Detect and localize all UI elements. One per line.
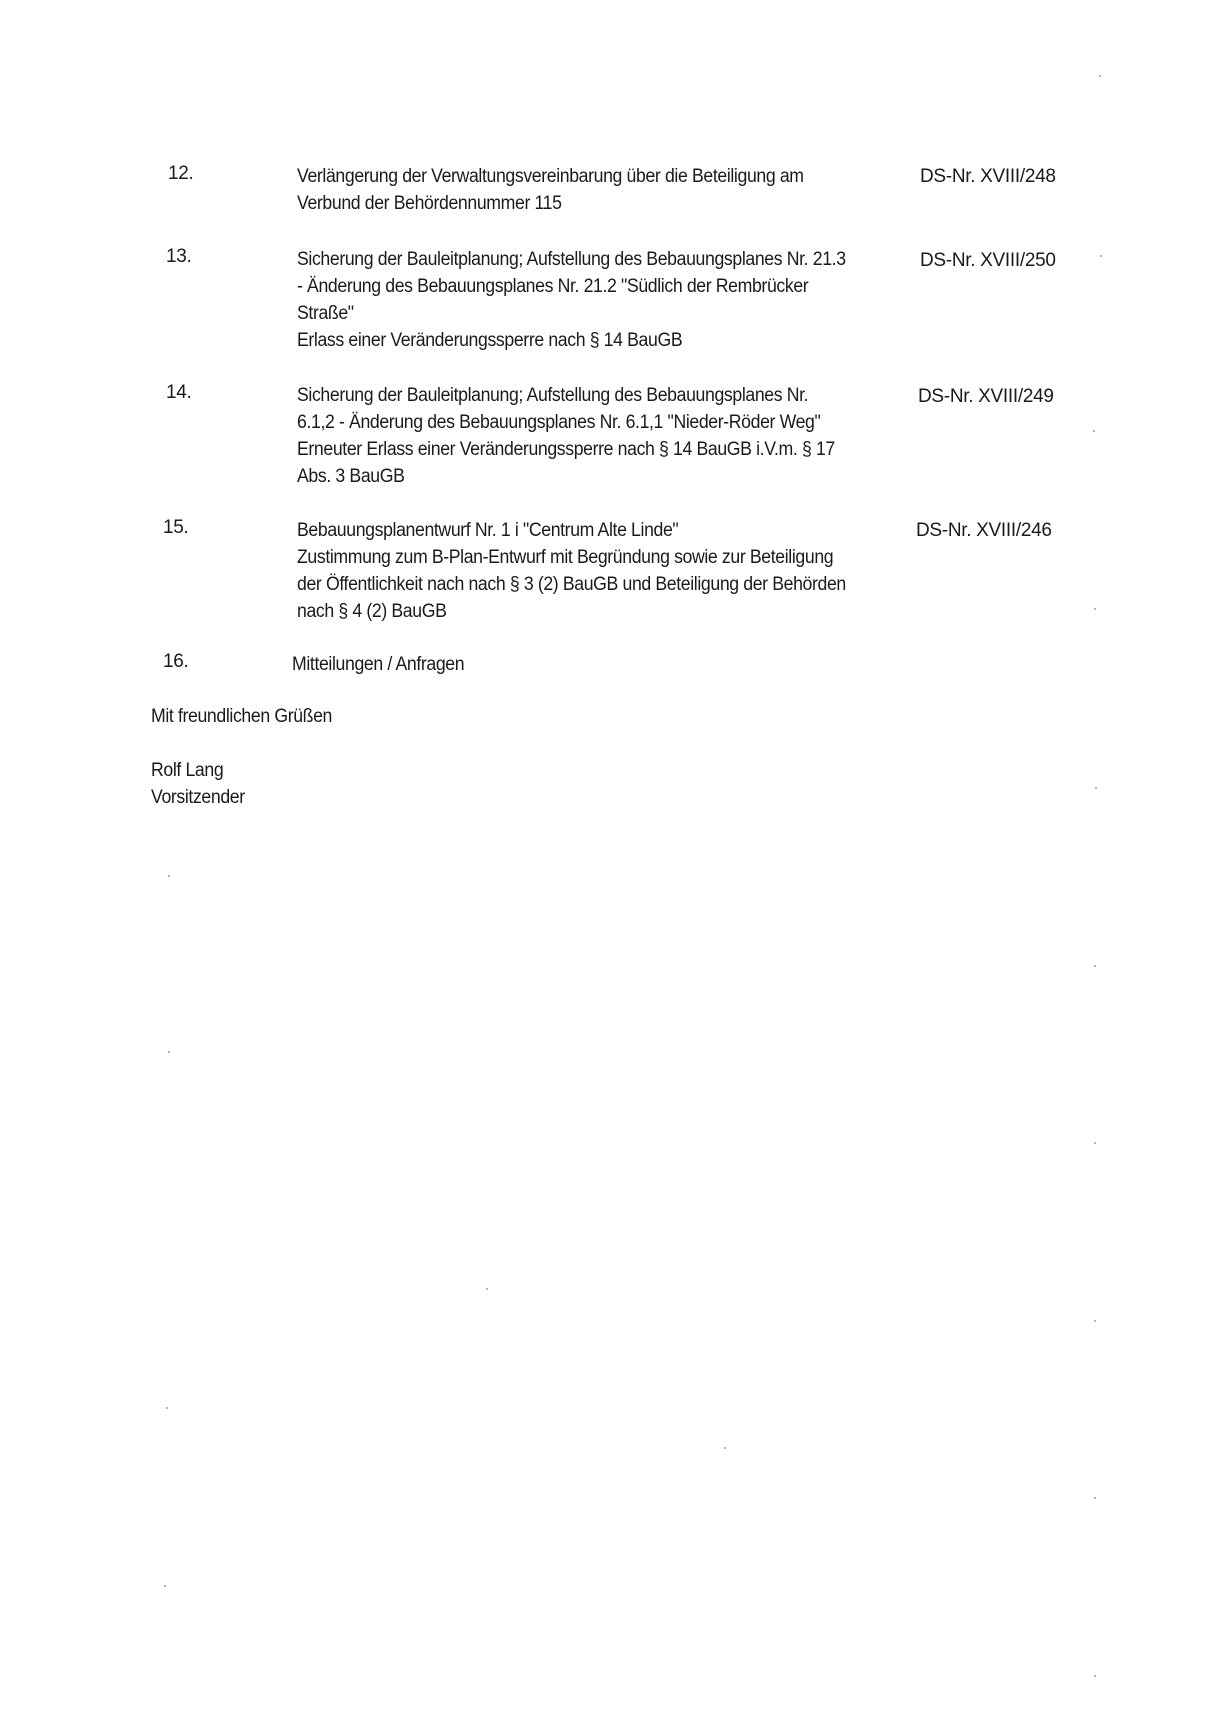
- scan-speck: [1094, 1497, 1096, 1499]
- scan-speck: [1100, 255, 1102, 257]
- scan-speck: [168, 1051, 170, 1053]
- agenda-item-line: Straße": [297, 303, 354, 324]
- agenda-item-text: [297, 163, 874, 217]
- scan-speck: [164, 1585, 166, 1587]
- agenda-item-line: der Öffentlichkeit nach nach § 3 (2) BauGB und Beteiligung der Behörden: [297, 574, 846, 595]
- agenda-item-number: 15.: [163, 517, 189, 538]
- signatory-name: Rolf Lang: [151, 760, 224, 781]
- agenda-item-line: Zustimmung zum B-Plan-Entwurf mit Begründung sowie zur Beteiligung: [297, 547, 834, 568]
- scan-speck: [166, 1407, 168, 1409]
- signature-block: [151, 757, 245, 811]
- agenda-item-number: 16.: [163, 651, 189, 672]
- agenda-item-line: Erlass einer Veränderungssperre nach § 14 BauGB: [297, 330, 683, 351]
- agenda-item-number: 12.: [168, 163, 194, 184]
- agenda-item-line: Verbund der Behördennummer 115: [297, 193, 562, 214]
- scan-speck: [1094, 608, 1096, 610]
- agenda-item-text: [297, 382, 874, 490]
- scan-speck: [1094, 965, 1096, 967]
- closing-greeting: [151, 703, 332, 730]
- scan-speck: [1094, 1142, 1096, 1144]
- agenda-item-line: Verlängerung der Verwaltungsvereinbarung über die Beteiligung am: [297, 166, 804, 187]
- agenda-item-line: nach § 4 (2) BauGB: [297, 601, 447, 622]
- agenda-item-text: [297, 246, 874, 354]
- agenda-item-line: Erneuter Erlass einer Veränderungssperre nach § 14 BauGB i.V.m. § 17: [297, 439, 835, 460]
- scan-speck: [486, 1288, 488, 1290]
- greeting-text: Mit freundlichen Grüßen: [151, 706, 333, 727]
- scan-speck: [1099, 75, 1101, 77]
- agenda-item-ds-number: DS-Nr. XVIII/249: [918, 386, 1054, 407]
- scan-speck: [1094, 1320, 1096, 1322]
- agenda-item-line: Abs. 3 BauGB: [297, 466, 405, 487]
- scan-speck: [1094, 1675, 1096, 1677]
- agenda-item-line: Sicherung der Bauleitplanung; Aufstellung des Bebauungsplanes Nr. 21.3: [297, 249, 846, 270]
- agenda-item-number: 13.: [166, 246, 192, 267]
- scan-speck: [1093, 430, 1095, 432]
- agenda-item-ds-number: DS-Nr. XVIII/248: [920, 166, 1056, 187]
- agenda-item-ds-number: DS-Nr. XVIII/250: [920, 250, 1056, 271]
- scan-speck: [168, 875, 170, 877]
- scan-speck: [724, 1447, 726, 1449]
- agenda-item-line: Bebauungsplanentwurf Nr. 1 i "Centrum Alte Linde": [297, 520, 679, 541]
- signatory-role: Vorsitzender: [151, 787, 245, 808]
- agenda-item-text: [292, 651, 869, 678]
- agenda-item-line: Mitteilungen / Anfragen: [292, 654, 465, 675]
- agenda-item-ds-number: DS-Nr. XVIII/246: [916, 520, 1052, 541]
- agenda-item-line: - Änderung des Bebauungsplanes Nr. 21.2 "Südlich der Rembrücker: [297, 276, 809, 297]
- agenda-item-line: 6.1,2 - Änderung des Bebauungsplanes Nr. 6.1,1 "Nieder-Röder Weg": [297, 412, 821, 433]
- agenda-item-number: 14.: [166, 382, 192, 403]
- agenda-item-line: Sicherung der Bauleitplanung; Aufstellung des Bebauungsplanes Nr.: [297, 385, 809, 406]
- scan-speck: [1095, 787, 1097, 789]
- agenda-item-text: [297, 517, 874, 625]
